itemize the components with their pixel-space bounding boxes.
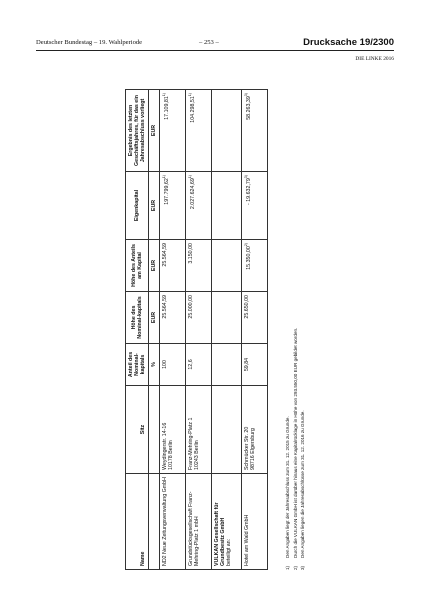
rotated-table-block — [125, 90, 306, 570]
footnote-ref: 3) — [244, 175, 248, 179]
footnote — [300, 90, 305, 570]
footnote — [293, 90, 298, 570]
footnote-text: Den Angaben liegen die Jahresabschlüsse zum 31. 12. 2016 zu Grunde. — [300, 410, 306, 558]
table-unit-row — [149, 90, 160, 570]
cell-sitz — [212, 386, 242, 474]
cell-eigenkapital — [212, 172, 242, 240]
col-header-hoehe-anteil: Höhe des Anteils am Kapital — [126, 240, 149, 292]
footnotes — [285, 90, 308, 570]
cell-anteil — [186, 344, 212, 386]
footnote-mark: 2) — [292, 565, 298, 570]
eigenkapital-value: 197.799,62 — [163, 178, 170, 205]
header-left: Deutscher Bundestag – 19. Wahlperiode — [36, 39, 143, 46]
cell-hoehe-nominalkapital — [242, 292, 268, 344]
company-address: Franz-Mehring-Platz 1 10243 Berlin — [188, 417, 200, 470]
cell-sitz — [160, 386, 186, 474]
cell-ergebnis — [212, 90, 242, 172]
table-row — [186, 90, 212, 570]
document-number: Drucksache 19/2300 — [303, 37, 394, 48]
footnote-ref: 1) — [188, 175, 192, 179]
eigenkapital-value: - 19.632,79 — [245, 178, 252, 206]
party-label: DIE LINKE 2016 — [355, 56, 394, 62]
ergebnis-value: 17.109,81 — [163, 96, 170, 120]
unit-cell-empty — [149, 474, 160, 570]
cell-hoehe-nominalkapital — [212, 292, 242, 344]
cell-hoehe-nominalkapital — [186, 292, 212, 344]
footnote — [285, 90, 290, 570]
company-name: VULKAN Gesellschaft für Grundbesitz GmbH — [214, 502, 226, 566]
unit-anteil: % — [149, 344, 160, 386]
anteil-value: 100 — [162, 360, 168, 369]
col-header-sitz: Sitz — [126, 386, 149, 474]
nominalkapital-value: 25.650,00 — [244, 295, 250, 319]
header-rule — [36, 50, 394, 51]
footnote-ref: 1) — [188, 93, 192, 97]
cell-eigenkapital — [186, 172, 212, 240]
hoehe-anteil-value: 3.150,00 — [188, 243, 194, 264]
anteil-value: 12,6 — [188, 359, 194, 370]
holdings-table — [125, 89, 268, 570]
company-name: Grundstücksgesellschaft Franz-Mehring-Platz 1 mbH — [188, 491, 200, 566]
footnote-text: Den Angaben liegt der Jahresabschluss zum 31. 12. 2015 zu Grunde. — [285, 416, 290, 558]
col-header-ergebnis: Ergebnis des letzten Geschäftsjahres, für das ein Jahresabschluss vorliegt — [126, 90, 149, 172]
col-header-name: Name — [126, 474, 149, 570]
ergebnis-value: 104.298,51 — [189, 96, 196, 123]
company-address: Schmücker Str. 20 98716 Elgersburg — [244, 426, 256, 470]
company-name: Hotel am Wald GmbH — [244, 514, 250, 566]
col-header-anteil: Anteil des Nominal-kapitals — [126, 344, 149, 386]
cell-hoehe-anteil — [160, 240, 186, 292]
anteil-value: 59,84 — [244, 357, 250, 372]
cell-name — [160, 474, 186, 570]
page-number: – 253 – — [199, 39, 219, 46]
cell-ergebnis — [186, 90, 212, 172]
cell-hoehe-anteil — [212, 240, 242, 292]
table-row — [160, 90, 186, 570]
cell-sitz — [186, 386, 212, 474]
cell-hoehe-anteil — [186, 240, 212, 292]
col-header-eigenkapital: Eigenkapital — [126, 172, 149, 240]
table-row — [242, 90, 268, 570]
cell-ergebnis — [160, 90, 186, 172]
footnote-ref: 2) — [244, 243, 248, 247]
cell-name — [186, 474, 212, 570]
col-header-hoehe-nominalkapital: Höhe des Nominal-kapitals — [126, 292, 149, 344]
nominalkapital-value: 25.000,00 — [188, 295, 194, 319]
company-name: ND2 Neue Zeitungsverwaltung GmbH — [162, 477, 168, 566]
hoehe-anteil-value: 15.350,00 — [245, 246, 252, 270]
cell-hoehe-nominalkapital — [160, 292, 186, 344]
cell-name — [212, 474, 242, 570]
cell-ergebnis — [242, 90, 268, 172]
unit-ergebnis: EUR — [149, 90, 160, 172]
company-name-sub: beteiligt an: — [226, 538, 232, 566]
unit-hoehe-anteil: EUR — [149, 240, 160, 292]
cell-anteil — [212, 344, 242, 386]
cell-sitz — [242, 386, 268, 474]
eigenkapital-value: 2.027.624,69 — [189, 178, 196, 210]
table-row — [212, 90, 242, 570]
unit-cell-empty — [149, 386, 160, 474]
unit-hoehe-nominalkapital: EUR — [149, 292, 160, 344]
company-address: Weydingerstr. 14-16 10178 Berlin — [162, 422, 174, 470]
cell-eigenkapital — [242, 172, 268, 240]
nominalkapital-value: 25.564,59 — [162, 295, 168, 319]
unit-eigenkapital: EUR — [149, 172, 160, 240]
ergebnis-value: 58.263,39 — [245, 96, 252, 120]
cell-anteil — [160, 344, 186, 386]
table-header-row — [126, 90, 149, 570]
footnote-mark: 3) — [300, 565, 306, 570]
footnote-ref: 1) — [162, 175, 166, 179]
cell-eigenkapital — [160, 172, 186, 240]
footnote-mark: 1) — [285, 565, 290, 570]
footnote-text: Durch die VULKAN GmbH ist darüber hinaus eine Kapitalrücklage in Höhe von 293.550,00 EUR gebildet worden. — [292, 327, 298, 558]
cell-anteil — [242, 344, 268, 386]
cell-hoehe-anteil — [242, 240, 268, 292]
cell-name — [242, 474, 268, 570]
footnote-ref: 1) — [162, 93, 166, 97]
footnote-ref: 3) — [244, 93, 248, 97]
hoehe-anteil-value: 25.564,59 — [162, 243, 168, 267]
